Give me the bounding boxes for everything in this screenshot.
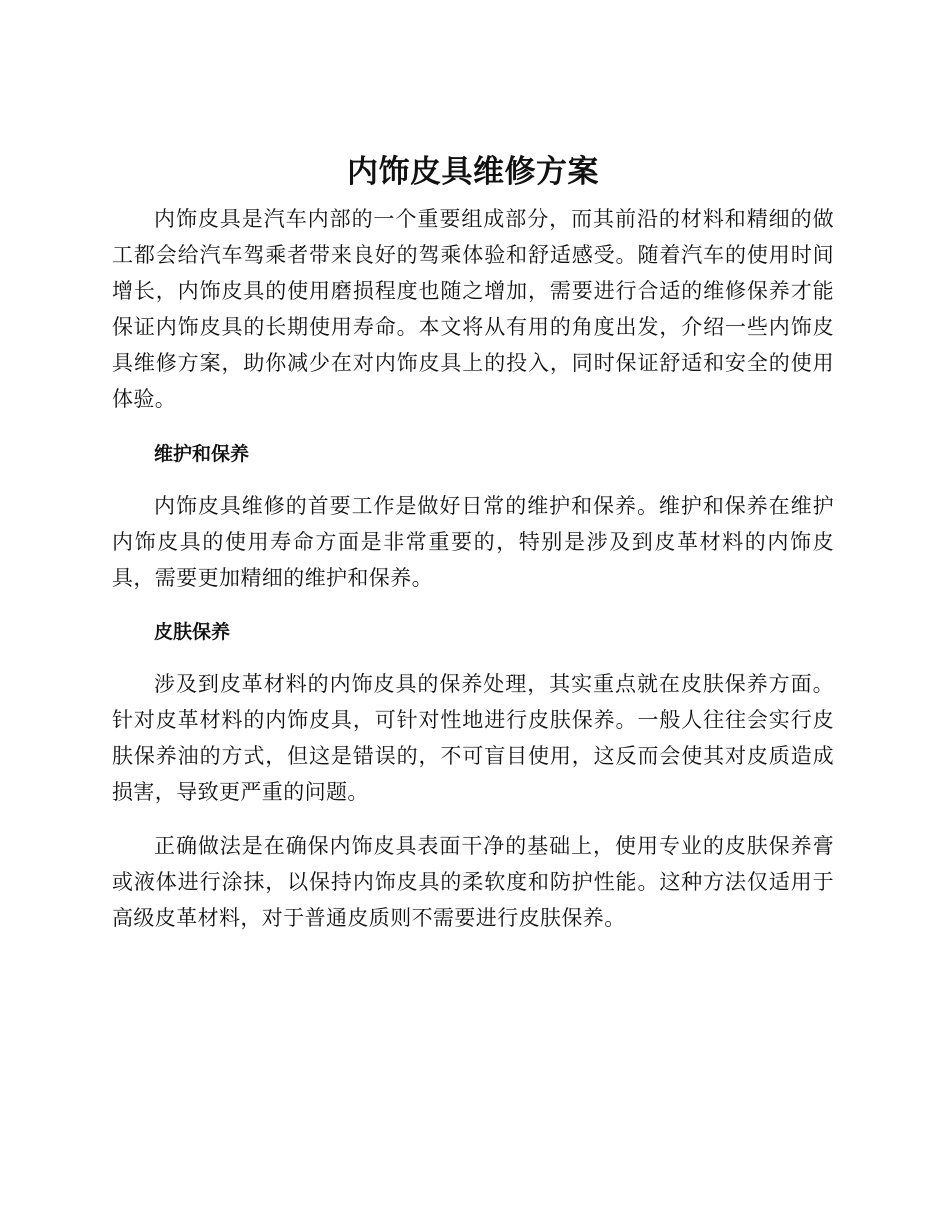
skin-care-paragraph-1: 涉及到皮革材料的内饰皮具的保养处理，其实重点就在皮肤保养方面。针对皮革材料的内饰皮具，可针对性地进行皮肤保养。一般人往往会实行皮肤保养油的方式，但这是错误的，不可盲目使用，这反而会使其对皮质造成损害，导致更严重的问题。 — [112, 672, 834, 804]
skin-care-paragraph-2: 正确做法是在确保内饰皮具表面干净的基础上，使用专业的皮肤保养膏或液体进行涂抹，以保持内饰皮具的柔软度和防护性能。这种方法仅适用于高级皮革材料，对于普通皮质则不需要进行皮肤保养。 — [112, 834, 834, 930]
maintenance-paragraph: 内饰皮具维修的首要工作是做好日常的维护和保养。维护和保养在维护内饰皮具的使用寿命方面是非常重要的，特别是涉及到皮革材料的内饰皮具，需要更加精细的维护和保养。 — [112, 494, 834, 590]
document-title: 内饰皮具维修方案 — [347, 154, 599, 190]
document-body — [112, 150, 834, 936]
section-heading-skin-care: 皮肤保养 — [154, 621, 231, 643]
section-heading-maintenance: 维护和保养 — [154, 443, 250, 465]
intro-paragraph: 内饰皮具是汽车内部的一个重要组成部分，而其前沿的材料和精细的做工都会给汽车驾乘者带来良好的驾乘体验和舒适感受。随着汽车的使用时间增长，内饰皮具的使用磨损程度也随之增加，需要进行合适的维修保养才能保证内饰皮具的长期使用寿命。本文将从有用的角度出发，介绍一些内饰皮具维修方案，助你减少在对内饰皮具上的投入，同时保证舒适和安全的使用体验。 — [112, 207, 834, 411]
